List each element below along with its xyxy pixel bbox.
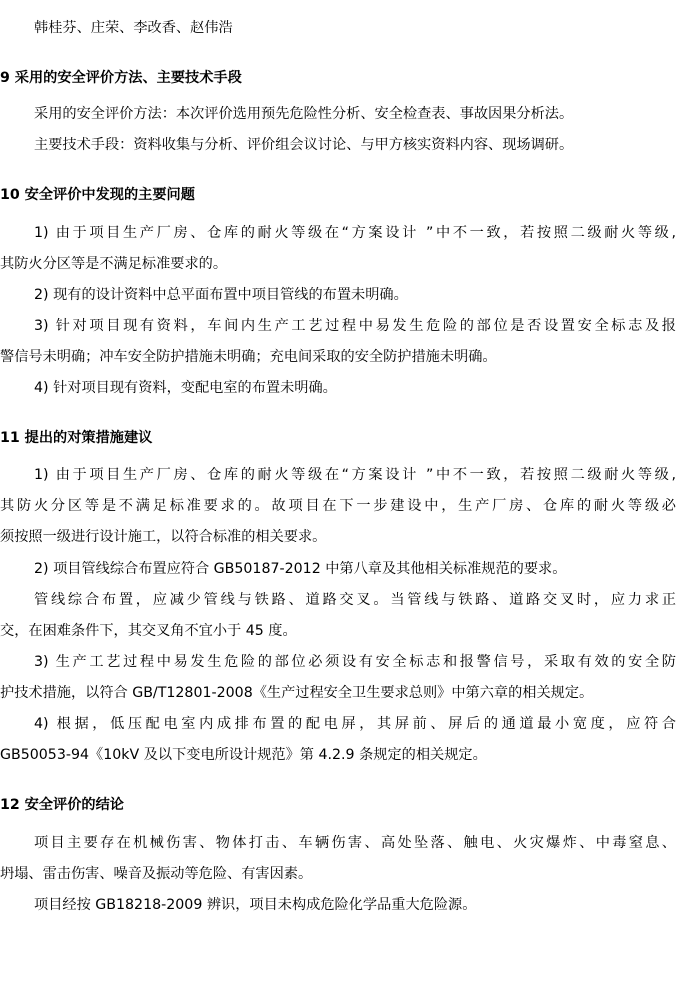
section-11-item-1-line-3: 须按照一级进行设计施工，以符合标准的相关要求。	[0, 529, 327, 545]
section-9-heading: 9 采用的安全评价方法、主要技术手段	[0, 70, 242, 86]
section-10-heading: 10 安全评价中发现的主要问题	[0, 187, 195, 203]
section-11-item-2b-line-2: 交，在困难条件下，其交叉角不宜小于 45 度。	[0, 623, 297, 639]
section-10-item-3-line-2: 警信号未明确；冲车安全防护措施未明确；充电间采取的安全防护措施未明确。	[0, 349, 497, 365]
section-12-item-1-line-2: 坍塌、雷击伤害、噪音及振动等危险、有害因素。	[0, 866, 313, 882]
section-11-item-1-line-1: 1) 由于项目生产厂房、仓库的耐火等级在“方案设计 ”中不一致，若按照二级耐火等级,	[34, 467, 676, 483]
section-11-item-3-line-1: 3) 生产工艺过程中易发生危险的部位必须设有安全标志和报警信号，采取有效的安全防	[34, 654, 676, 670]
section-12-item-1-line-1: 项目主要存在机械伤害、物体打击、车辆伤害、高处坠落、触电、火灾爆炸、中毒窒息、	[34, 835, 676, 851]
section-10-item-4: 4) 针对项目现有资料，变配电室的布置未明确。	[34, 380, 337, 396]
section-12-item-2: 项目经按 GB18218-2009 辨识，项目未构成危险化学品重大危险源。	[34, 897, 477, 913]
authors-line: 韩桂芬、庄荣、李改香、赵伟浩	[34, 20, 233, 36]
section-11-item-1-line-2: 其防火分区等是不满足标准要求的。故项目在下一步建设中，生产厂房、仓库的耐火等级必	[0, 498, 676, 514]
section-12-heading: 12 安全评价的结论	[0, 797, 124, 813]
section-9-means: 主要技术手段：资料收集与分析、评价组会议讨论、与甲方核实资料内容、现场调研。	[34, 137, 574, 153]
section-11-item-3-line-2: 护技术措施，以符合 GB/T12801-2008《生产过程安全卫生要求总则》中第六章的相关规定。	[0, 685, 594, 701]
section-10-item-1-line-1: 1) 由于项目生产厂房、仓库的耐火等级在“方案设计 ”中不一致，若按照二级耐火等级,	[34, 225, 676, 241]
section-10-item-2: 2) 现有的设计资料中总平面布置中项目管线的布置未明确。	[34, 287, 408, 303]
section-9-methods: 采用的安全评价方法：本次评价选用预先危险性分析、安全检查表、事故因果分析法。	[34, 106, 574, 122]
section-11-item-4-line-1: 4) 根据，低压配电室内成排布置的配电屏，其屏前、屏后的通道最小宽度，应符合	[34, 716, 676, 732]
section-10-item-3-line-1: 3) 针对项目现有资料，车间内生产工艺过程中易发生危险的部位是否设置安全标志及报	[34, 318, 676, 334]
section-11-heading: 11 提出的对策措施建议	[0, 430, 153, 446]
section-10-item-1-line-2: 其防火分区等是不满足标准要求的。	[0, 256, 228, 272]
section-11-item-2b-line-1: 管线综合布置，应减少管线与铁路、道路交叉。当管线与铁路、道路交叉时，应力求正	[34, 592, 676, 608]
section-11-item-2: 2) 项目管线综合布置应符合 GB50187-2012 中第八章及其他相关标准规范的要求。	[34, 561, 567, 577]
section-11-item-4-line-2: GB50053-94《10kV 及以下变电所设计规范》第 4.2.9 条规定的相关规定。	[0, 747, 487, 763]
